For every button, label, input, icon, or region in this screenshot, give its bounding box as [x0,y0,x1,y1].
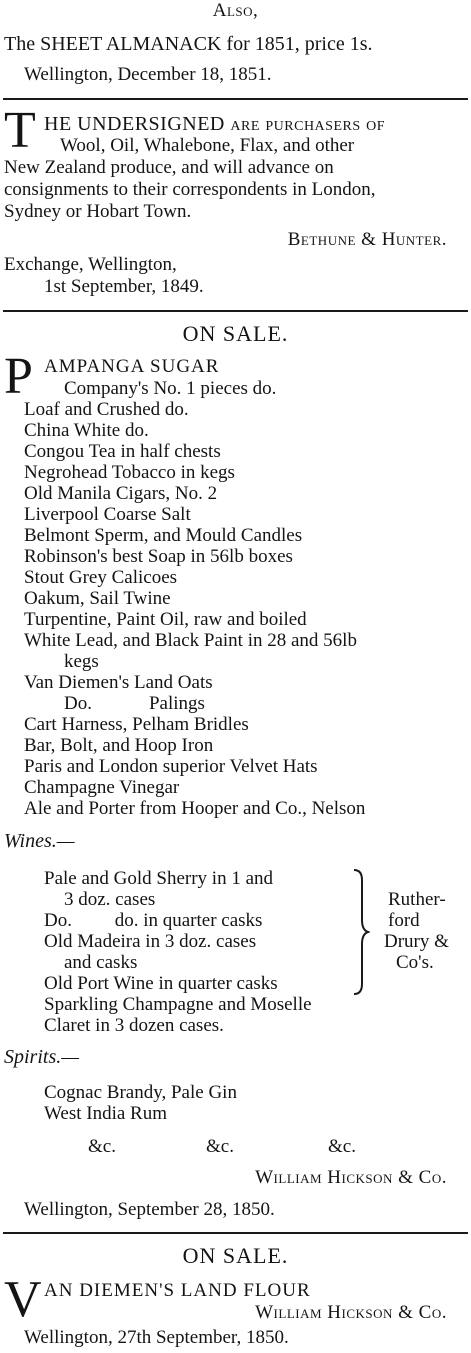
list-item: Van Diemen's Land Oats [24,672,213,693]
list-item: Congou Tea in half chests [24,441,221,462]
section-heading: ON SALE. [182,1243,289,1268]
list-item: Company's No. 1 pieces do. [64,378,277,399]
list-item: White Lead, and Black Paint in 28 and 56lb [24,630,357,651]
list-item: Belmont Sperm, and Mould Candles [24,525,303,546]
spirits-heading: Spirits.— [4,1046,80,1068]
undersigned-line: consignments to their correspondents in London, [4,179,376,200]
sheet-almanack-date: Wellington, December 18, 1851. [24,64,272,85]
wine-item: Old Madeira in 3 doz. cases [44,931,257,952]
etc-text: &c. [88,1136,116,1157]
undersigned-line: New Zealand produce, and will advance on [4,157,334,178]
wine-item: Sparkling Champagne and Moselle [44,994,312,1015]
drop-cap: V [4,1271,42,1328]
spirit-item: West India Rum [44,1103,168,1124]
list-item: Oakum, Sail Twine [24,588,171,609]
spirit-item: Cognac Brandy, Pale Gin [44,1082,237,1103]
list-item: Ale and Porter from Hooper and Co., Nelson [24,798,366,819]
wine-item: and casks [64,952,138,973]
first-line: AN DIEMEN'S LAND FLOUR [44,1280,311,1301]
divider [3,310,468,312]
also-heading: Also, [212,0,259,21]
etc-text: &c. [206,1136,234,1157]
list-item: Loaf and Crushed do. [24,399,189,420]
undersigned-line: HE UNDERSIGNED are purchasers of [44,113,386,135]
list-item: Negrohead Tobacco in kegs [24,462,235,483]
list-item: Liverpool Coarse Salt [24,504,191,525]
section-heading: ON SALE. [182,321,289,346]
date-line: Wellington, 27th September, 1850. [24,1327,289,1348]
signature: Bethune & Hunter. [287,229,447,250]
wine-item: 3 doz. cases [64,889,156,910]
undersigned-line: Wool, Oil, Whalebone, Flax, and other [60,135,355,156]
list-item: China White do. [24,420,149,441]
wine-item: Do. do. in quarter casks [44,910,263,931]
etc-text: &c. [328,1136,356,1157]
list-item: kegs [64,651,99,672]
brace-icon [352,868,370,996]
list-item: Stout Grey Calicoes [24,567,178,588]
drop-cap: T [4,102,36,159]
list-item: Do. Palings [64,693,205,714]
brace-note: ford [388,910,420,931]
signature: William Hickson & Co. [255,1302,447,1323]
wine-item: Pale and Gold Sherry in 1 and [44,868,274,889]
brace-note: Co's. [396,952,434,973]
list-item: Champagne Vinegar [24,777,180,798]
wines-heading: Wines.— [4,830,75,852]
sheet-almanack-line: The SHEET ALMANACK for 1851, price 1s. [4,33,373,55]
list-item: Old Manila Cigars, No. 2 [24,483,218,504]
list-item: Cart Harness, Pelham Bridles [24,714,249,735]
first-line: AMPANGA SUGAR [44,356,220,377]
wine-item: Old Port Wine in quarter casks [44,973,278,994]
brace-note: Drury & [384,931,449,952]
brace-note: Ruther- [388,889,446,910]
wine-item: Claret in 3 dozen cases. [44,1015,224,1036]
place-line: Exchange, Wellington, [4,254,177,275]
date-line: 1st September, 1849. [44,276,204,297]
divider [3,1232,468,1234]
list-item: Robinson's best Soap in 56lb boxes [24,546,293,567]
list-item: Bar, Bolt, and Hoop Iron [24,735,214,756]
signature: William Hickson & Co. [255,1167,447,1188]
list-item: Paris and London superior Velvet Hats [24,756,318,777]
undersigned-line: Sydney or Hobart Town. [4,201,192,222]
list-item: Turpentine, Paint Oil, raw and boiled [24,609,307,630]
date-line: Wellington, September 28, 1850. [24,1199,275,1220]
drop-cap: P [4,348,33,405]
divider [3,98,468,100]
